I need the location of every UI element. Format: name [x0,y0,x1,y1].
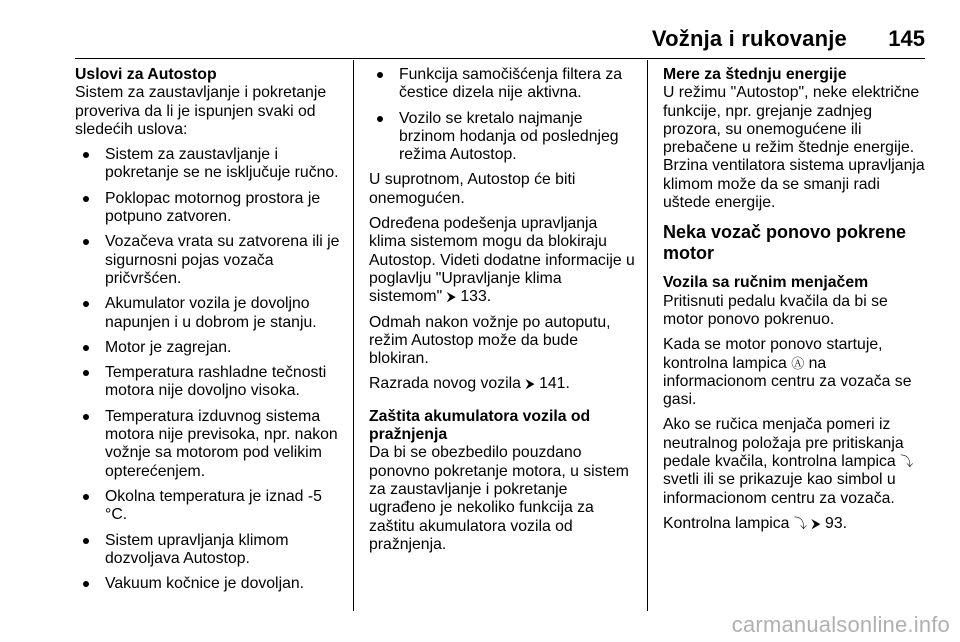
list-item: Funkcija samočišćenja filtera za čestice dizela nije aktivna. [369,66,637,103]
page-number: 145 [888,26,925,51]
column-1 [75,66,343,600]
list-item: Okolna temperatura je iznad -5 °C. [75,488,343,525]
column-divider-1 [353,60,354,611]
paragraph: Određena podešenja upravljanja klima sistemom mogu da blokiraju Autostop. Videti dodatne informacije u poglavlju "Upravljanje klima sistemom" ⮞ 133. [369,215,635,306]
shift-lamp-icon: ⤵ [900,454,914,470]
autostop-lamp-icon: Ⓐ [791,355,805,371]
paragraph: U suprotnom, Autostop će biti onemogućen. [369,171,576,207]
section-heading-battery-protection: Zaštita akumulatora vozila od pražnjenja [369,407,591,444]
list-item: Sistem upravljanja klimom dozvoljava Autostop. [75,532,343,569]
column-divider-2 [647,60,648,611]
bullet-icon [83,538,89,544]
bullet-icon [83,345,89,351]
bullet-icon [83,414,89,420]
bullet-icon [83,494,89,500]
page-reference-link[interactable]: 133. [460,288,492,306]
page-header [75,26,925,56]
bullet-icon [377,116,383,122]
header-rule [75,58,925,59]
column-2 [369,66,637,561]
bullet-icon [83,301,89,307]
bullet-icon [83,239,89,245]
page-reference-icon: ⮞ [811,515,821,531]
bullet-icon [377,72,383,78]
page-reference-icon: ⮞ [525,376,535,392]
section-heading-autostop-conditions: Uslovi za Autostop [75,66,217,83]
paragraph: Razrada novog vozila ⮞ 141. [369,375,570,393]
paragraph: U režimu "Autostop", neke električne funkcije, npr. grejanje zadnjeg prozora, su onemogućene ili prebačene u režim štednje energije. Brzina ventilatora sistema upravljanja klimom može da se smanji radi uštede energije. [663,84,925,212]
list-item: Vozilo se kretalo najmanje brzinom hodanja od poslednjeg režima Autostop. [369,110,637,165]
section-heading-manual-transmission: Vozila sa ručnim menjačem [663,274,869,292]
page-reference-link[interactable]: 141. [539,375,570,393]
paragraph: Pritisnuti pedalu kvačila da bi se motor ponovo pokrenuo. [663,292,888,328]
bullet-icon [83,196,89,202]
list-item: Vakuum kočnice je dovoljan. [75,575,343,593]
watermark: carmanualsonline.info [731,612,950,637]
shift-lamp-icon: ⤵ [793,515,807,531]
column-3 [663,66,928,540]
section-heading-restart: Neka vozač ponovo pokrene motor [663,222,907,264]
bullet-icon [83,370,89,376]
list-item: Sistem za zaustavljanje i pokretanje se ne isključuje ručno. [75,146,343,183]
paragraph: Da bi se obezbedilo pouzdano ponovno pokretanje motora, u sistem za zaustavljanje i pokretanje ugrađeno je nekoliko funkcija za zaštitu akumulatora vozila od pražnjenja. [369,444,629,553]
chapter-title: Vožnja i rukovanje [651,26,847,51]
list-item: Temperatura izduvnog sistema motora nije previsoka, npr. nakon vožnje sa motorom pod velikim opterećenjem. [75,408,343,481]
bullet-icon [83,152,89,158]
page-reference-icon: ⮞ [446,289,456,305]
list-item: Temperatura rashladne tečnosti motora nije dovoljno visoka. [75,364,343,401]
paragraph: Sistem za zaustavljanje i pokretanje proveriva da li je ispunjen svaki od sledećih uslova: [75,84,327,138]
paragraph: Kada se motor ponovo startuje, kontrolna lampica Ⓐ na informacionom centru za vozača se gasi. [663,336,912,409]
list-item: Akumulator vozila je dovoljno napunjen i u dobrom je stanju. [75,295,343,332]
paragraph: Odmah nakon vožnje po autoputu, režim Autostop može da bude blokiran. [369,313,611,368]
bullet-icon [83,581,89,587]
section-heading-energy-saving: Mere za štednju energije [663,66,847,83]
conditions-list-continued [369,66,637,164]
page-reference-link[interactable]: 93. [825,514,848,532]
conditions-list [75,146,343,593]
list-item: Poklopac motornog prostora je potpuno zatvoren. [75,190,343,227]
paragraph: Kontrolna lampica ⤵ ⮞ 93. [663,514,848,532]
list-item: Vozačeva vrata su zatvorena ili je sigurnosni pojas vozača pričvršćen. [75,233,343,288]
paragraph: Ako se ručica menjača pomeri iz neutralnog položaja pre pritiskanja pedale kvačila, kontrolna lampica ⤵ svetli ili se prikazuje kao simbol u informacionom centru za vozača. [663,416,914,507]
list-item: Motor je zagrejan. [75,339,343,357]
